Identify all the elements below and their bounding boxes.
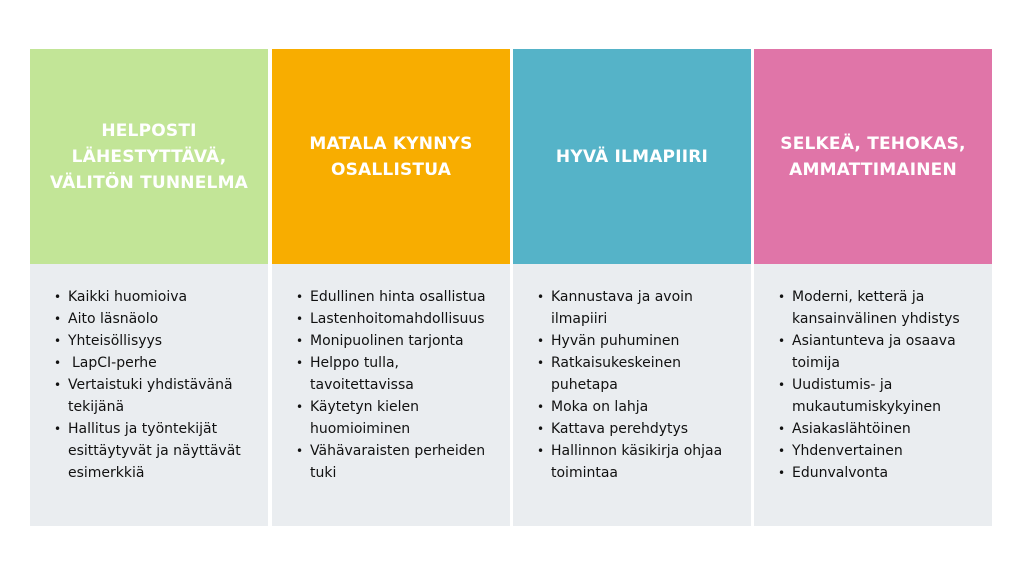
list-item: • Yhdenvertainen bbox=[778, 440, 982, 462]
list-item: • Kannustava ja avoin ilmapiiri bbox=[537, 286, 741, 330]
column-title: HELPOSTI LÄHESTYTTÄVÄ, VÄLITÖN TUNNELMA bbox=[49, 120, 249, 193]
list-item: • Kaikki huomioiva bbox=[54, 286, 258, 308]
list-item: • Vertaistuki yhdistävänä tekijänä bbox=[54, 374, 258, 418]
list-item: • Hallitus ja työntekijät esittäytyvät ja näyttävät esimerkkiä bbox=[54, 418, 258, 484]
column-3 bbox=[513, 49, 751, 526]
list-item: • Hallinnon käsikirja ohjaa toimintaa bbox=[537, 440, 741, 484]
list-item: • Edunvalvonta bbox=[778, 462, 982, 484]
list-item: • Aito läsnäolo bbox=[54, 308, 258, 330]
list-item: • Moderni, ketterä ja kansainvälinen yhdistys bbox=[778, 286, 982, 330]
column-3-body bbox=[513, 264, 751, 526]
list-item: • Hyvän puhuminen bbox=[537, 330, 741, 352]
list-item: • LapCI-perhe bbox=[54, 352, 258, 374]
list-item: • Moka on lahja bbox=[537, 396, 741, 418]
column-2-body bbox=[272, 264, 510, 526]
list-item: • Ratkaisukeskeinen puhetapa bbox=[537, 352, 741, 396]
column-4 bbox=[754, 49, 992, 526]
list-item: • Yhteisöllisyys bbox=[54, 330, 258, 352]
list-item: • Monipuolinen tarjonta bbox=[296, 330, 500, 352]
bullet-list bbox=[778, 286, 982, 484]
list-item: • Kattava perehdytys bbox=[537, 418, 741, 440]
list-item: • Asiakaslähtöinen bbox=[778, 418, 982, 440]
list-item: • Vähävaraisten perheiden tuki bbox=[296, 440, 500, 484]
column-4-header bbox=[754, 49, 992, 264]
list-item: • Helppo tulla, tavoitettavissa bbox=[296, 352, 500, 396]
column-1 bbox=[30, 49, 268, 526]
list-item: • Lastenhoitomahdollisuus bbox=[296, 308, 500, 330]
column-1-body bbox=[30, 264, 268, 526]
column-4-body bbox=[754, 264, 992, 526]
list-item: • Edullinen hinta osallistua bbox=[296, 286, 500, 308]
bullet-list bbox=[54, 286, 258, 484]
column-title: SELKEÄ, TEHOKAS, AMMATTIMAINEN bbox=[780, 133, 966, 180]
column-1-header bbox=[30, 49, 268, 264]
list-item: • Asiantunteva ja osaava toimija bbox=[778, 330, 982, 374]
list-item: • Käytetyn kielen huomioiminen bbox=[296, 396, 500, 440]
column-2 bbox=[272, 49, 510, 526]
bullet-list bbox=[296, 286, 500, 484]
column-title: MATALA KYNNYS OSALLISTUA bbox=[309, 133, 473, 180]
column-2-header bbox=[272, 49, 510, 264]
column-title: HYVÄ ILMAPIIRI bbox=[555, 146, 709, 167]
column-3-header bbox=[513, 49, 751, 264]
bullet-list bbox=[537, 286, 741, 484]
list-item: • Uudistumis- ja mukautumiskykyinen bbox=[778, 374, 982, 418]
